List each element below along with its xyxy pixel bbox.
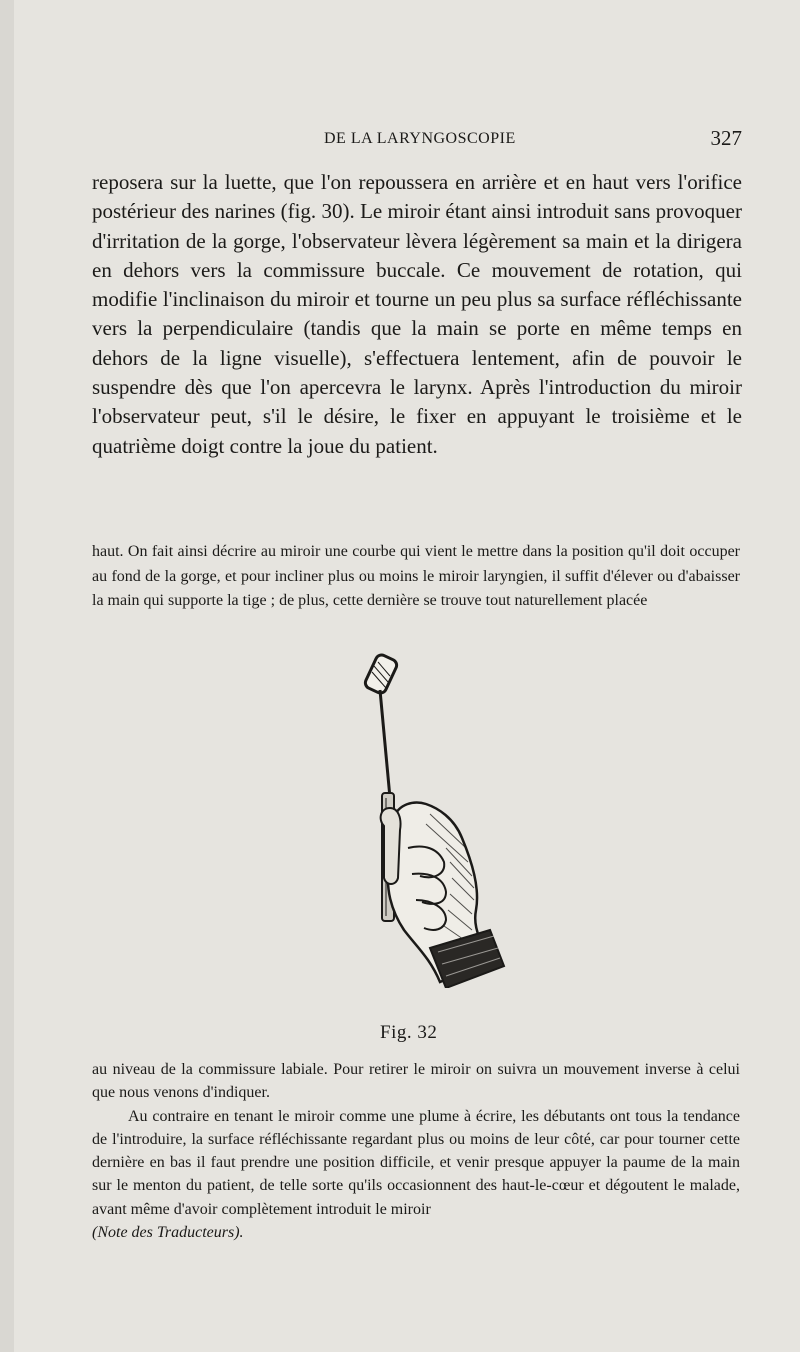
- body-paragraph: reposera sur la luette, que l'on repoussera en arrière et en haut vers l'orifice postérieur des narines (fig. 30). Le miroir étant ainsi introduit sans provoquer d'irritation de la gorge, l'observateur lèvera légèrement sa main et la dirigera en dehors vers la commissure buccale. Ce mouvement de rotation, qui modifie l'inclinaison du miroir et tourne un peu plus sa surface réfléchissante vers la perpendiculaire (tandis que la main se porte en même temps en dehors de la ligne visuelle), s'effectuera lentement, afin de pouvoir le suspendre dès que l'on apercevra le larynx. Après l'introduction du miroir l'observateur peut, s'il le désire, le fixer en appuyant le troisième et le quatrième doigt contre la joue du patient.: [92, 170, 742, 458]
- book-page: [14, 0, 800, 1352]
- page-header: [92, 126, 742, 154]
- figure-32-illustration: [334, 648, 514, 988]
- footnote-continuation: haut. On fait ainsi décrire au miroir une courbe qui vient le mettre dans la position qu'il doit occuper au fond de la gorge, et pour incliner plus ou moins le miroir laryngien, il suffit d'élever ou d'abaisser la main qui supporte la tige ; de plus, cette dernière se trouve tout naturellement placée: [92, 543, 740, 609]
- footnote-paragraph-2-text: Au contraire en tenant le miroir comme une plume à écrire, les débutants ont tous la tendance de l'introduire, la surface réfléchissante regardant plus ou moins de leur côté, car pour tourner cette dernière en bas il faut prendre une position difficile, et venir presque appuyer la paume de la main sur le menton du patient, de telle sorte qu'ils occasionnent des haut-le-cœur et dégoutent le malade, avant même d'avoir complètement introduit le miroir: [92, 1107, 740, 1218]
- hand-mirror-engraving: [334, 648, 514, 988]
- footnote-signature: (Note des Traducteurs).: [92, 1224, 244, 1242]
- running-title: DE LA LARYNGOSCOPIE: [324, 130, 516, 147]
- page-number: 327: [710, 126, 742, 150]
- footnote-block: [92, 1058, 740, 1244]
- footnote-paragraph-1: au niveau de la commissure labiale. Pour retirer le miroir on suivra un mouvement inverse à celui que nous venons d'indiquer.: [92, 1061, 740, 1102]
- footnote-paragraph-2: [92, 1105, 740, 1245]
- hand-icon: [381, 803, 504, 988]
- figure-caption: Fig. 32: [380, 1022, 438, 1043]
